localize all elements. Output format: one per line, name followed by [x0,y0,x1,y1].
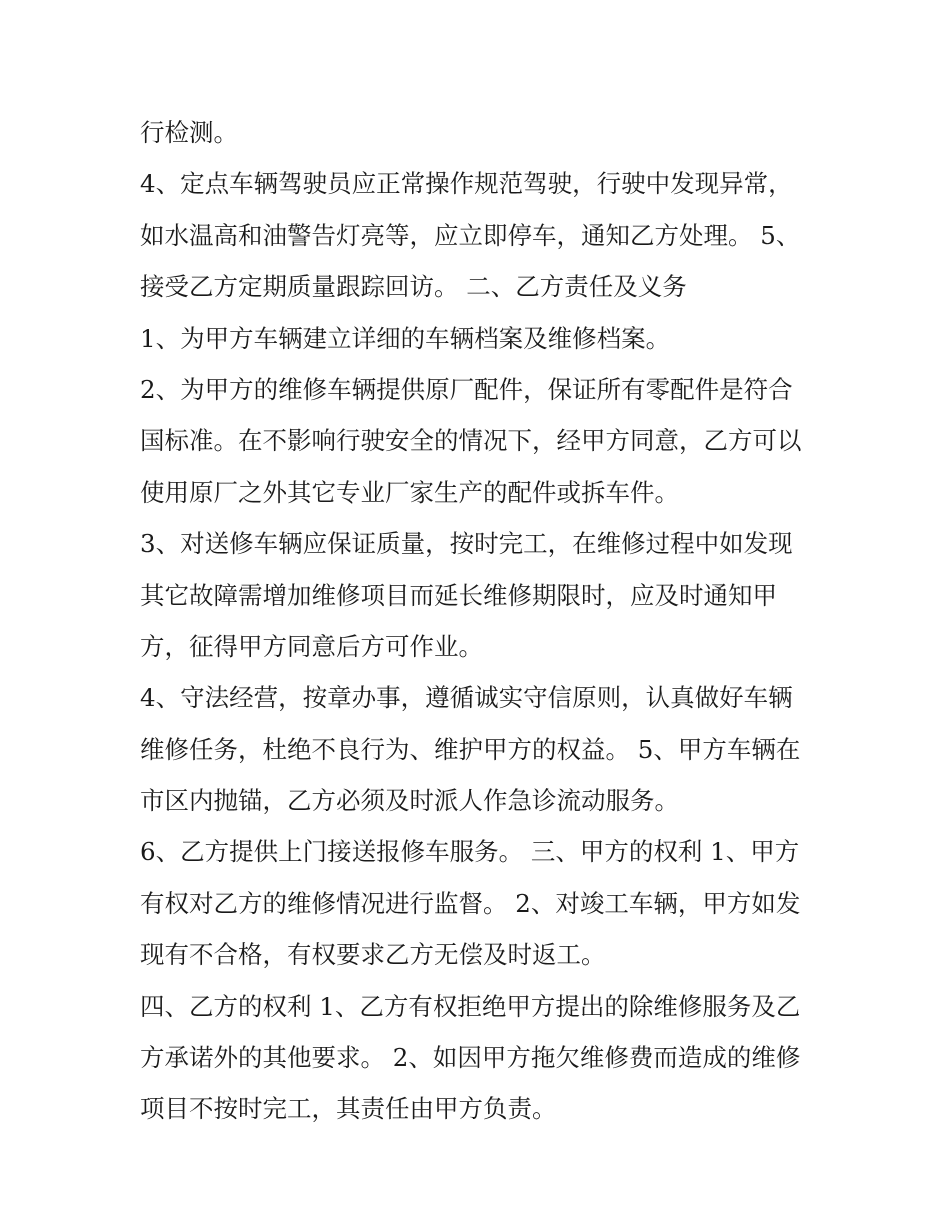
text-line: 方，征得甲方同意后方可作业。 [140,631,483,661]
text-line: 接受乙方定期质量跟踪回访。 二、乙方责任及义务 [140,272,687,302]
text-line: 6、乙方提供上门接送报修车服务。 三、甲方的权利 1、甲方 [140,837,800,867]
document-body [140,107,820,1135]
text-line: 市区内抛锚，乙方必须及时派人作急诊流动服务。 [140,786,679,816]
text-line: 4、定点车辆驾驶员应正常操作规范驾驶，行驶中发现异常， [140,169,793,199]
text-line: 国标准。在不影响行驶安全的情况下，经甲方同意，乙方可以 [140,426,802,456]
text-line: 如水温高和油警告灯亮等，应立即停车，通知乙方处理。 5、 [140,220,801,250]
text-line: 有权对乙方的维修情况进行监督。 2、对竣工车辆，甲方如发 [140,888,801,918]
text-line: 3、对送修车辆应保证质量，按时完工，在维修过程中如发现 [140,529,793,559]
text-line: 2、为甲方的维修车辆提供原厂配件，保证所有零配件是符合 [140,374,793,404]
text-line: 1、为甲方车辆建立详细的车辆档案及维修档案。 [140,323,671,353]
text-line: 项目不按时完工，其责任由甲方负责。 [140,1094,557,1124]
text-line: 四、乙方的权利 1、乙方有权拒绝甲方提出的除维修服务及乙 [140,991,801,1021]
text-line: 4、守法经营，按章办事，遵循诚实守信原则，认真做好车辆 [140,683,793,713]
text-line: 现有不合格，有权要求乙方无偿及时返工。 [140,940,606,970]
text-line: 其它故障需增加维修项目而延长维修期限时，应及时通知甲 [140,580,777,610]
text-line: 使用原厂之外其它专业厂家生产的配件或拆车件。 [140,477,679,507]
text-line: 行检测。 [140,118,238,147]
text-line: 维修任务，杜绝不良行为、维护甲方的权益。 5、甲方车辆在 [140,734,801,764]
text-line: 方承诺外的其他要求。 2、如因甲方拖欠维修费而造成的维修 [140,1043,801,1073]
